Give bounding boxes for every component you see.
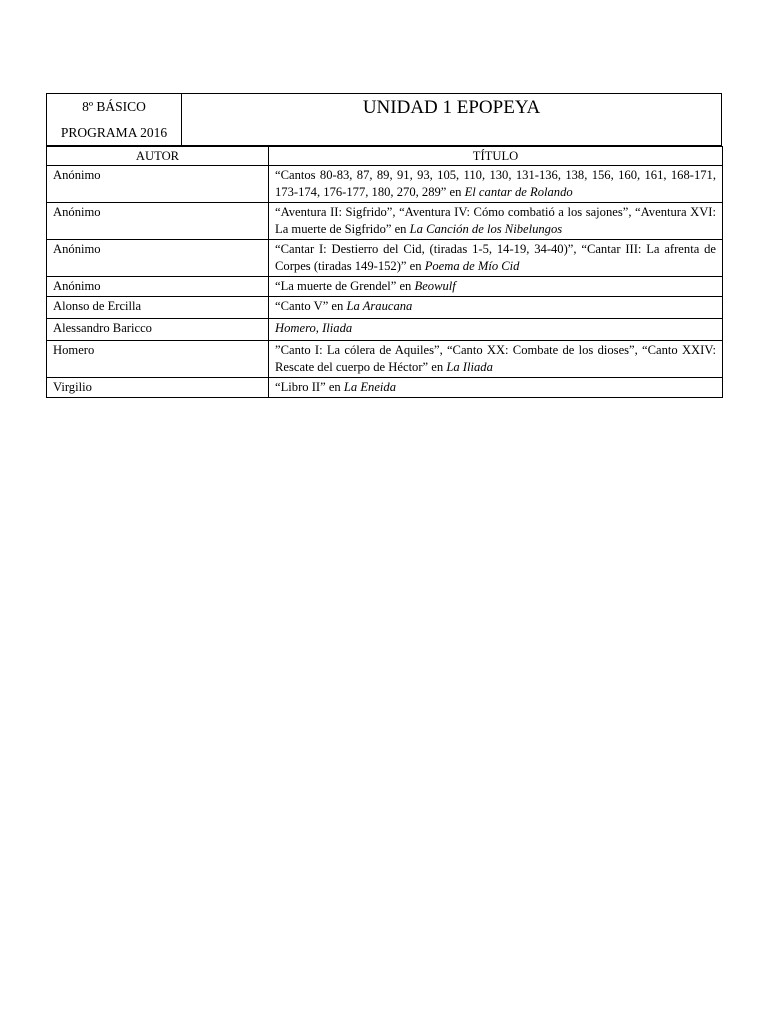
- title-text: “Cantos 80-83, 87, 89, 91, 93, 105, 110, 130, 131-136, 138, 156, 160, 161, 168-171, 173-174, 176-177, 180, 270, 289” en: [275, 168, 716, 199]
- course-level: 8º BÁSICO: [82, 98, 146, 114]
- table-row: [47, 166, 723, 203]
- title-text: “Canto V” en: [275, 299, 347, 313]
- work-title: El cantar de Rolando: [464, 185, 573, 199]
- work-title: La Araucana: [346, 299, 413, 313]
- work-title: Homero, Iliada: [275, 321, 353, 335]
- author-cell: Alonso de Ercilla: [47, 297, 269, 319]
- author-cell: Anónimo: [47, 277, 269, 297]
- author-cell: Anónimo: [47, 203, 269, 240]
- work-title: La Canción de los Nibelungos: [409, 222, 563, 236]
- author-cell: Anónimo: [47, 240, 269, 277]
- title-text: “Aventura II: Sigfrido”, “Aventura IV: Cómo combatió a los sajones”, “Aventura XVI: La muerte de Sigfrido” en: [275, 205, 716, 236]
- header-box: [46, 93, 722, 146]
- table-row: [47, 341, 723, 378]
- work-title: Poema de Mío Cid: [424, 259, 520, 273]
- document: [46, 93, 722, 398]
- title-text: “Cantar I: Destierro del Cid, (tiradas 1-5, 14-19, 34-40)”, “Cantar III: La afrenta de Corpes (tiradas 149-152)” en: [275, 242, 716, 273]
- author-cell: Anónimo: [47, 166, 269, 203]
- work-title: La Iliada: [446, 360, 493, 374]
- title-cell: [269, 319, 723, 341]
- author-cell: Virgilio: [47, 378, 269, 398]
- work-title: Beowulf: [414, 279, 456, 293]
- title-cell: [269, 378, 723, 398]
- readings-table: [46, 146, 723, 398]
- program-year: PROGRAMA 2016: [60, 124, 168, 140]
- title-text: “La muerte de Grendel” en: [275, 279, 415, 293]
- course-info: [47, 94, 182, 145]
- title-cell: [269, 240, 723, 277]
- table-row: [47, 297, 723, 319]
- title-cell: [269, 277, 723, 297]
- table-header-row: [47, 147, 723, 166]
- title-cell: [269, 203, 723, 240]
- table-row: [47, 319, 723, 341]
- title-cell: [269, 341, 723, 378]
- table-row: [47, 203, 723, 240]
- author-cell: Alessandro Baricco: [47, 319, 269, 341]
- unit-title: UNIDAD 1 EPOPEYA: [362, 97, 541, 118]
- title-text: ”Canto I: La cólera de Aquiles”, “Canto XX: Combate de los dioses”, “Canto XXIV: Rescate del cuerpo de Héctor” en: [275, 343, 716, 374]
- title-cell: [269, 166, 723, 203]
- author-cell: Homero: [47, 341, 269, 378]
- table-row: [47, 240, 723, 277]
- work-title: La Eneida: [343, 380, 397, 394]
- column-header-autor: AUTOR: [47, 147, 269, 166]
- title-text: “Libro II” en: [275, 380, 344, 394]
- column-header-titulo: TÍTULO: [269, 147, 723, 166]
- table-row: [47, 378, 723, 398]
- unit-title-cell: [182, 94, 721, 145]
- table-row: [47, 277, 723, 297]
- title-cell: [269, 297, 723, 319]
